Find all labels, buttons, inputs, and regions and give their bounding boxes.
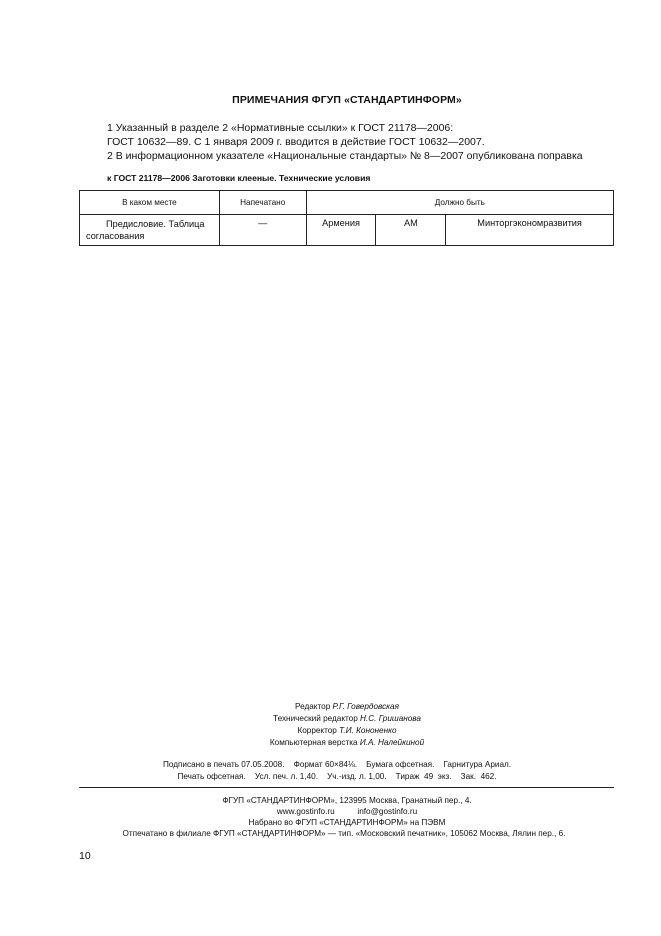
credit-editor — [0, 702, 661, 711]
publisher-printed: Отпечатано в филиале ФГУП «СТАНДАРТИНФОРМ» — тип. «Московский печатник», 105062 Москва, Лялин пер., 6. — [122, 829, 566, 838]
credit-proofreader-label: Корректор — [297, 726, 337, 735]
note-1-continuation: ГОСТ 10632—89. С 1 января 2009 г. вводится в действие ГОСТ 10632—2007. — [107, 136, 485, 148]
table-row — [80, 215, 614, 246]
credit-layout-label: Компьютерная верстка — [269, 738, 358, 747]
table-header-row — [80, 191, 614, 215]
publisher-typeset: Набрано во ФГУП «СТАНДАРТИНФОРМ» на ПЭВМ — [248, 818, 446, 827]
credit-proofreader-name: Т.И. Кононенко — [339, 726, 397, 735]
publisher-address: ФГУП «СТАНДАРТИНФОРМ», 123995 Москва, Гранатный пер., 4. — [222, 796, 472, 805]
cell-place — [80, 215, 220, 246]
credit-layout — [0, 738, 661, 747]
note-1: 1 Указанный в разделе 2 «Нормативные ссылки» к ГОСТ 21178—2006: — [107, 122, 454, 134]
header-printed: Напечатано — [219, 191, 306, 215]
credit-proofreader — [0, 726, 661, 735]
credit-editor-name: Р.Г. Говердовская — [332, 702, 399, 711]
imprint-line-2: Печать офсетная. Усл. печ. л. 1,40. Уч.-изд. л. 1,00. Тираж 49 экз. Зак. 462. — [177, 772, 497, 781]
cell-printed: — — [219, 215, 306, 246]
header-place: В каком месте — [80, 191, 220, 215]
correction-title: к ГОСТ 21178—2006 Заготовки клееные. Технические условия — [107, 173, 371, 183]
page-number: 10 — [79, 850, 91, 862]
publisher-contacts: www.gostinfo.ru info@gostinfo.ru — [276, 807, 418, 816]
credit-tech-editor-label: Технический редактор — [273, 714, 358, 723]
header-should-be: Должно быть — [306, 191, 613, 215]
credit-tech-editor-name: Н.С. Гришанова — [360, 714, 421, 723]
credit-tech-editor — [0, 714, 661, 723]
credit-editor-label: Редактор — [295, 702, 331, 711]
cell-should-be-2: AM — [376, 215, 446, 246]
page-title: ПРИМЕЧАНИЯ ФГУП «СТАНДАРТИНФОРМ» — [232, 94, 462, 106]
imprint-line-1: Подписано в печать 07.05.2008. Формат 60×84⅛. Бумага офсетная. Гарнитура Ариал. — [162, 760, 512, 769]
cell-place-line2: согласования — [86, 231, 145, 241]
cell-should-be-1: Армения — [306, 215, 376, 246]
correction-table — [79, 190, 614, 246]
divider-line — [79, 787, 614, 788]
note-2: 2 В информационном указателе «Национальные стандарты» № 8—2007 опубликована поправка — [107, 150, 583, 162]
cell-should-be-3: Минторгэкономразвития — [446, 215, 614, 246]
cell-place-line1: Предисловие. Таблица — [106, 219, 205, 229]
credit-layout-name: И.А. Налейкиной — [359, 738, 425, 747]
